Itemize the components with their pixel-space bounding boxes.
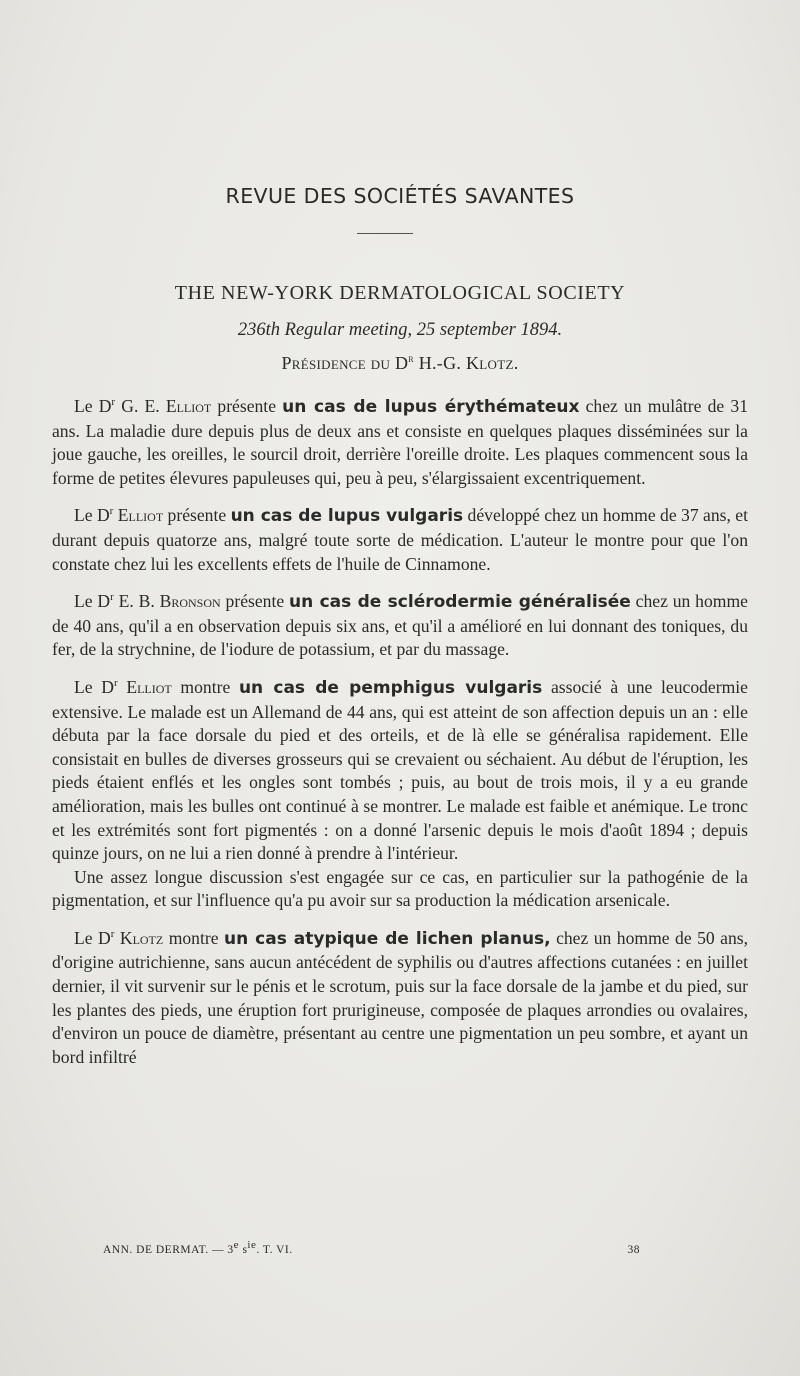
author-name: Elliot — [126, 676, 172, 697]
section-title: REVUE DES SOCIÉTÉS SAVANTES — [225, 184, 575, 208]
author-name: Elliot — [117, 505, 164, 526]
society-name: THE NEW-YORK DERMATOLOGICAL SOCIETY — [174, 282, 626, 304]
text-run: Le D — [74, 505, 110, 526]
author-name: Bronson — [159, 591, 221, 612]
presidence-line — [0, 353, 800, 374]
title-divider — [357, 233, 413, 234]
text-run: développé chez un homme de 37 ans, et durant depuis quatorze ans, malgré toute sorte de médication. L'auteur le montre pour que l'on constate chez lui les excellents effets de l'huile de Cinnamone. — [52, 505, 748, 574]
superscript: r — [110, 591, 114, 604]
superscript: r — [111, 396, 116, 409]
meeting-line: 236th Regular meeting, 25 september 1894. — [237, 320, 563, 340]
superscript: r — [110, 928, 115, 941]
text-run: présente — [211, 396, 283, 416]
journal-reference — [103, 1239, 293, 1256]
text-run: E. B. — [113, 591, 160, 612]
text-run: associé à une leucodermie extensive. Le malade est un Allemand de 44 ans, qui est atteint de son affection depuis un an : elle débuta par la face dorsale du pied et des orteils, et de là elle se généralisa rapidement. Elle consistait en bulles de diverses grosseurs qui se crevaient ou séchaient. Au début de l'éruption, les pieds étaient enflés et les ongles sont tombés ; puis, au bout de trois mois, il y a eu grande amélioration, mais les bulles ont continué à se montrer. Le malade est faible et anémique. Le tronc et les extrémités sont fort pigmentés : on a donné l'arsenic depuis le mois d'août 1894 ; depuis quinze jours, on ne lui a rien donné à prendre à l'intérieur. — [52, 676, 748, 864]
paragraph-sclerodermie — [52, 590, 748, 662]
case-heading: un cas de lupus érythémateux — [282, 397, 580, 417]
text-run: chez un mulâtre de 31 ans. La maladie dure depuis plus de deux ans et consiste en quelques plaques disséminées sur la joue gauche, les oreilles, le sourcil droit, derrière l'oreille droite. Les plaques commencent sous la forme de petites élevures papuleuses qui, peu à peu, s'élargissaient excentriquement. — [52, 396, 748, 488]
superscript: e — [233, 1239, 240, 1252]
paragraph-pemphigus — [52, 676, 748, 866]
text-run: chez un homme de 50 ans, d'origine autrichienne, sans aucun antécédent de syphilis ou d'autres affections cutanées : en juillet dernier, il vit survenir sur le pénis et le scrotum, puis sur la face dorsale de la jambe et du pied, sur les plantes des pieds, une éruption fort prurigineuse, composée de plaques arrondies ou ovalaires, d'environ un pouce de diamètre, présentant au centre une pigmentation un peu sombre, et ayant un bord infiltré — [52, 927, 748, 1067]
text-run: s — [239, 1244, 248, 1256]
case-heading: un cas de lupus vulgaris — [230, 506, 464, 527]
text-run: G. E. — [115, 396, 166, 416]
text-run: . T. VI. — [256, 1244, 293, 1256]
paragraph-lupus-vulgaris — [52, 504, 748, 576]
page-number: 38 — [627, 1244, 640, 1256]
author-name: Klotz — [119, 927, 164, 948]
author-name: Elliot — [165, 396, 212, 416]
paragraph-lupus-erythemateux — [52, 395, 748, 490]
article-body — [52, 395, 748, 1069]
presidence-prefix: Présidence du D — [281, 353, 409, 373]
text-run: chez un homme de 40 ans, qu'il a en observation depuis six ans, et qu'il a amélioré en lui donnant des toniques, du fer, de la strychnine, de l'iodure de potassium, et par du massage. — [52, 591, 748, 660]
superscript: r — [113, 677, 118, 690]
text-run: Le D — [74, 591, 111, 612]
case-heading: un cas de pemphigus vulgaris — [238, 677, 543, 698]
paragraph-lichen-planus — [52, 927, 748, 1070]
text-run: présente — [220, 591, 289, 612]
text-run: Le D — [74, 676, 114, 697]
page-footer — [103, 1239, 640, 1256]
presidence-name: H.-G. Klotz. — [413, 353, 519, 373]
case-heading: un cas de sclérodermie généralisée — [289, 592, 631, 613]
text-run: ANN. DE DERMAT. — 3 — [103, 1244, 234, 1256]
paragraph-discussion: Une assez longue discussion s'est engagée sur ce cas, en particulier sur la pathogénie de la pigmentation, et sur l'influence qu'a pu avoir sur sa production la médication arsenicale. — [52, 866, 748, 911]
text-run: Le D — [74, 927, 111, 948]
case-heading: un cas atypique de lichen planus, — [223, 928, 551, 949]
text-run: montre — [163, 927, 224, 948]
superscript: r — [109, 505, 114, 518]
text-run: présente — [163, 505, 231, 526]
text-run: montre — [171, 676, 239, 697]
text-run: Le D — [74, 396, 112, 416]
superscript: ie — [247, 1239, 257, 1252]
presidence-sup: r — [408, 353, 414, 365]
